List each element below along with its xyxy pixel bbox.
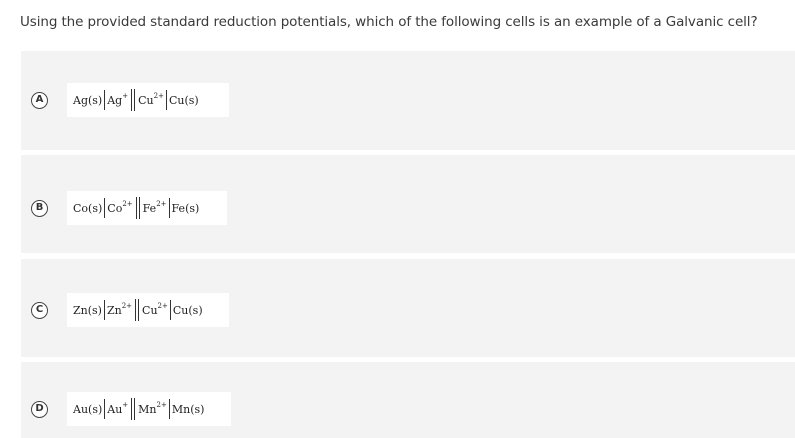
anode-ion: Co bbox=[107, 201, 123, 215]
anode-ion: Zn bbox=[106, 303, 122, 317]
phase-boundary bbox=[104, 399, 105, 419]
option-b[interactable] bbox=[21, 155, 795, 253]
cell-notation-c: Zn(s) Zn $^{2+}$ Cu $^{2+}$ Cu(s) bbox=[67, 293, 229, 327]
anode-electrode: Au(s) bbox=[73, 402, 103, 416]
phase-boundary bbox=[104, 198, 105, 218]
phase-boundary bbox=[104, 90, 105, 110]
option-c[interactable] bbox=[21, 259, 795, 357]
phase-boundary bbox=[169, 399, 170, 419]
anode-ion: Ag bbox=[107, 93, 123, 107]
option-d[interactable] bbox=[21, 362, 795, 438]
salt-bridge bbox=[135, 299, 139, 321]
phase-boundary bbox=[169, 198, 170, 218]
option-letter-c[interactable]: C bbox=[31, 302, 48, 319]
anode-electrode: Zn(s) bbox=[73, 303, 102, 317]
phase-boundary bbox=[166, 90, 167, 110]
salt-bridge bbox=[131, 89, 135, 111]
phase-boundary bbox=[104, 300, 105, 320]
option-letter-a[interactable]: A bbox=[31, 92, 48, 109]
phase-boundary bbox=[170, 300, 171, 320]
anode-electrode: Ag(s) bbox=[73, 93, 103, 107]
cathode-ion: Cu bbox=[142, 303, 158, 317]
cathode-electrode: Mn(s) bbox=[171, 402, 205, 416]
salt-bridge bbox=[131, 398, 135, 420]
cathode-ion: Mn bbox=[138, 402, 157, 416]
option-letter-d[interactable]: D bbox=[31, 401, 48, 418]
salt-bridge bbox=[136, 197, 140, 219]
cell-notation-a: Ag(s) Ag + Cu $^{2+}$ Cu(s) bbox=[67, 83, 229, 117]
anode-ion: Au bbox=[107, 402, 123, 416]
cathode-electrode: Cu(s) bbox=[168, 93, 199, 107]
cathode-electrode: Fe(s) bbox=[171, 201, 200, 215]
anode-electrode: Co(s) bbox=[73, 201, 103, 215]
option-a[interactable] bbox=[21, 51, 795, 150]
cell-notation-b: Co(s) Co $^{2+}$ Fe $^{2+}$ Fe(s) bbox=[67, 191, 227, 225]
cathode-ion: Cu bbox=[138, 93, 154, 107]
cell-notation-d: Au(s) Au + Mn $^{2+}$ Mn(s) bbox=[67, 392, 231, 426]
cathode-electrode: Cu(s) bbox=[172, 303, 203, 317]
question-text: Using the provided standard reduction potentials, which of the following cells is an example of a Galvanic cell? bbox=[20, 14, 758, 30]
cathode-ion: Fe bbox=[142, 201, 157, 215]
option-letter-b[interactable]: B bbox=[31, 200, 48, 217]
